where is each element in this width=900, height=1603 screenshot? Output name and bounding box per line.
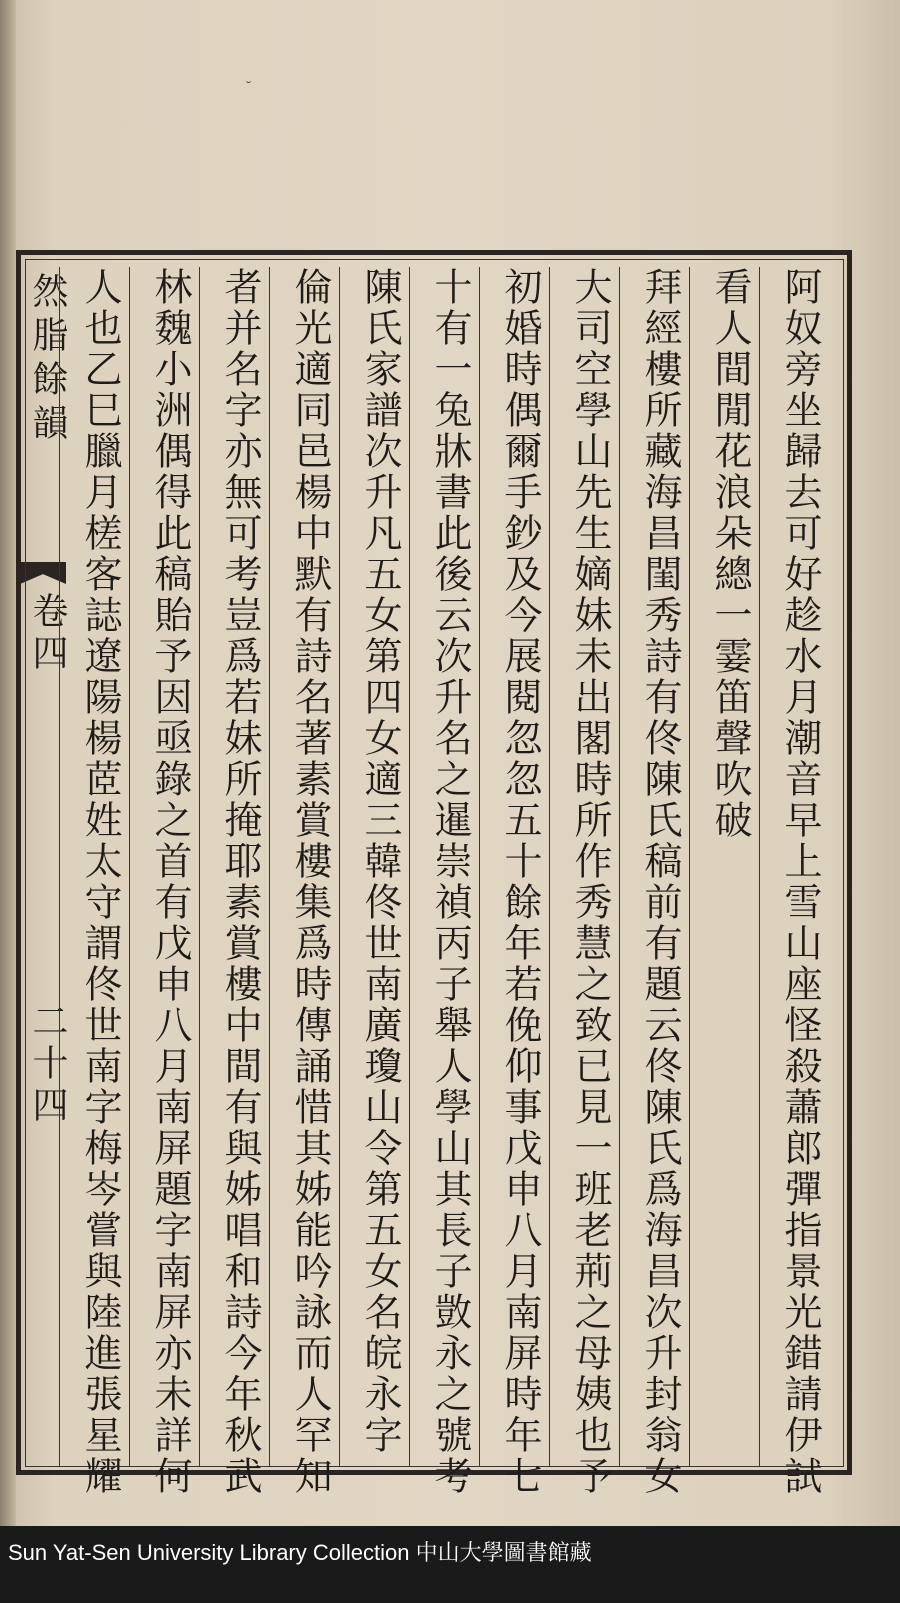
column-text: 初婚時偶爾手鈔及今展閱忽忽五十餘年若俛仰事戊申八月南屏時年七	[498, 267, 542, 1497]
text-column-3	[627, 267, 693, 1497]
leaf-number: 二十四	[27, 1002, 68, 1128]
column-text: 林魏小洲偶得此稿貽予因亟錄之首有戊申八月南屏題字南屏亦未詳何	[148, 267, 192, 1497]
text-frame	[16, 250, 852, 1497]
text-column-5	[487, 267, 553, 1497]
column-rule	[59, 267, 60, 1467]
column-text: 看人間閒花浪朵總一霎笛聲吹破	[708, 267, 752, 841]
text-column-10	[137, 267, 203, 1497]
column-text: 倫光適同邑楊中默有詩名著素賞樓集爲時傳誦惜其姊能吟詠而人罕知	[288, 267, 332, 1497]
column-text: 者并名字亦無可考豈爲若妹所掩耶素賞樓中間有與姊唱和詩今年秋武	[218, 267, 262, 1497]
column-text: 人也乙巳臘月槎客誌遼陽楊茝姓太守謂佟世南字梅岑嘗與陸進張星耀	[78, 267, 122, 1497]
text-column-7	[347, 267, 413, 1467]
column-text: 陳氏家譜次升凡五女第四女適三韓佟世南廣瓊山令第五女名皖永字	[358, 267, 402, 1456]
column-text: 十有一兔牀書此後云次升名之暹崇禎丙子舉人學山其長子敳永之號考	[428, 267, 472, 1497]
column-text: 大司空學山先生嫡妹未出閣時所作秀慧之致已見一班老荊之母姨也予	[568, 267, 612, 1497]
text-column-11	[67, 267, 133, 1497]
stray-mark: ˘	[245, 80, 252, 96]
text-column-6	[417, 267, 483, 1497]
text-column-4	[557, 267, 623, 1497]
text-column-9	[207, 267, 273, 1497]
column-text: 阿奴旁坐歸去可好趁水月潮音早上雪山座怪殺蕭郎彈指景光錯請伊試	[778, 267, 822, 1497]
volume-label: 卷四	[27, 592, 68, 676]
collection-credit: Sun Yat-Sen University Library Collection 中山大學圖書館藏	[0, 1526, 900, 1603]
book-title: 然脂餘韻	[27, 272, 68, 448]
text-column-2	[697, 267, 763, 1467]
text-column-1	[767, 267, 833, 1497]
column-text: 拜經樓所藏海昌閨秀詩有佟陳氏稿前有題云佟陳氏爲海昌次升封翁女	[638, 267, 682, 1497]
spine-shadow	[0, 0, 16, 1603]
text-column-8	[277, 267, 343, 1497]
